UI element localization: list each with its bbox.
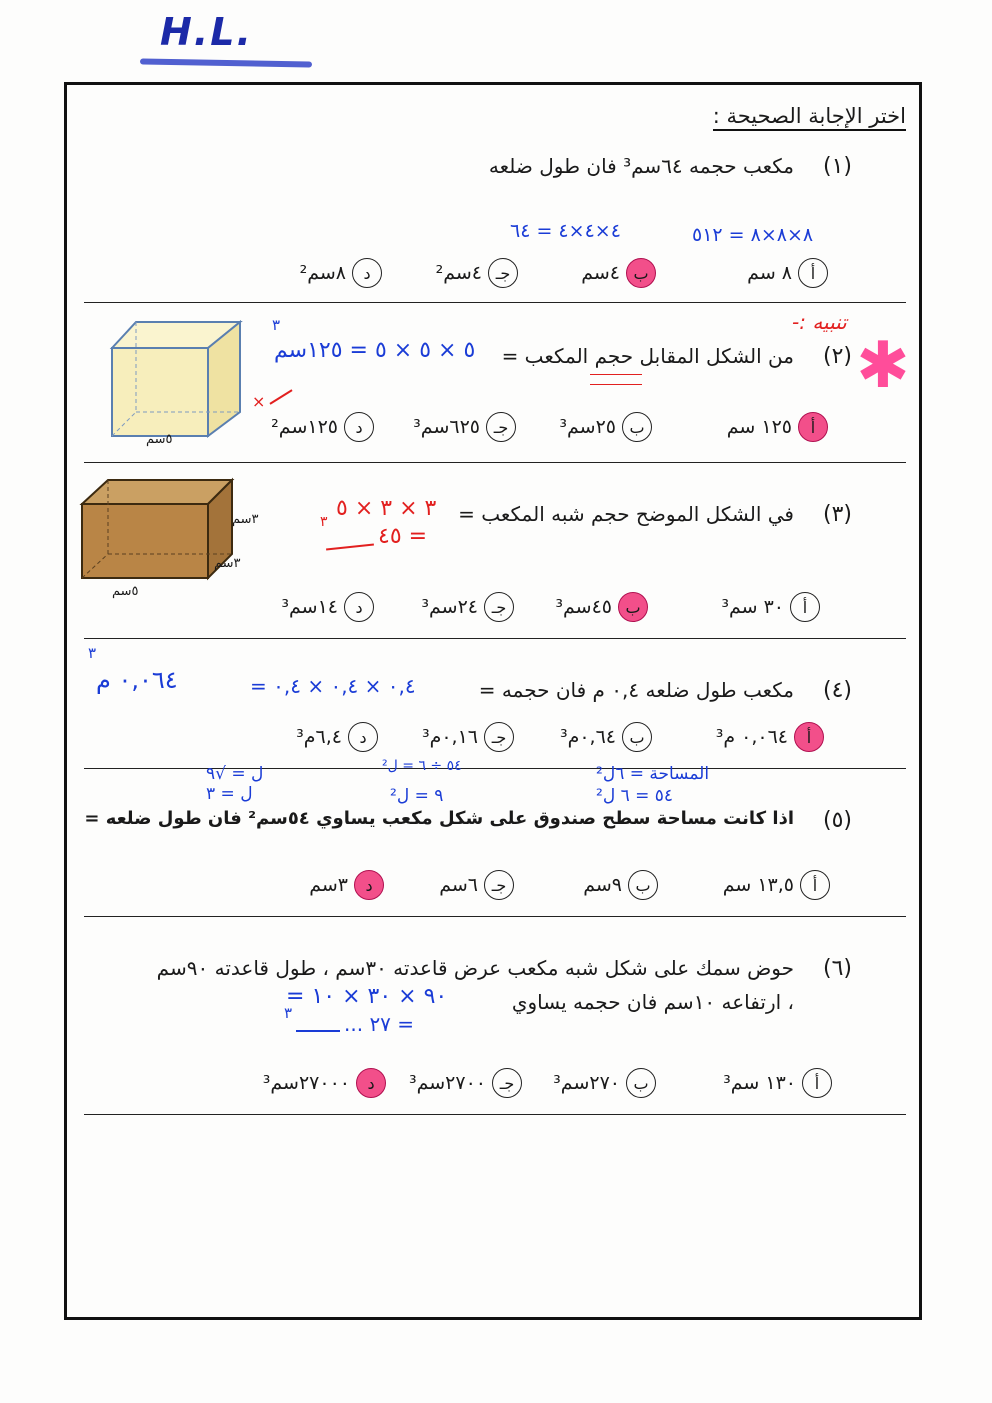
option-letter-circle: جـ [484,722,514,752]
question-number: (٥) [822,808,852,833]
option-letter-circle: أ [794,722,824,752]
handwritten-work: ٥ × ٥ × ٥ = ١٢٥سم [274,338,476,363]
option-a[interactable] [723,1068,832,1098]
initials-underline [140,58,312,67]
option-label: ٢٧٠٠سم³ [408,1072,486,1094]
option-label: ٤سم² [435,262,482,284]
handwritten-work: ٤×٤×٤ = ٦٤ [510,220,621,242]
option-b[interactable] [553,1068,656,1098]
option-a[interactable] [747,258,828,288]
question-number: (٢) [822,344,852,369]
option-label: ٢٥سم³ [559,416,616,438]
option-letter-circle: د [356,1068,386,1098]
handwritten-work: = ٤٥ [378,524,428,549]
option-label: ١٢٥سم² [271,416,338,438]
option-letter-circle: جـ [492,1068,522,1098]
figure-label: ٣سم [232,512,259,527]
option-d[interactable] [300,258,382,288]
option-letter-circle: جـ [488,258,518,288]
cube-figure [104,316,248,444]
question-text: حوض سمك على شكل شبه مكعب عرض قاعدته ٣٠سم ، طول قاعدته ٩٠سم [156,956,794,980]
handwritten-work: ٨×٨×٨ = ٥١٢ [692,224,814,246]
handwritten-work: ٥٤ = ٦ ل² [596,786,674,806]
option-d[interactable] [281,592,374,622]
option-c[interactable] [422,722,514,752]
handwritten-work: المساحة = ٦ل² [596,764,710,784]
option-letter-circle: أ [798,258,828,288]
option-d[interactable] [263,1068,386,1098]
question-number: (١) [822,154,852,179]
option-label: ١٣٠ سم³ [723,1072,796,1094]
option-a[interactable] [727,412,828,442]
option-label: ٣٠ سم³ [721,596,784,618]
option-label: ٦سم [439,874,478,896]
option-c[interactable] [436,258,518,288]
option-label: ٢٧٠٠٠سم³ [262,1072,350,1094]
option-a[interactable] [723,870,830,900]
option-c[interactable] [439,870,514,900]
question-divider [84,302,906,303]
handwritten-work: ٥٤ ÷ ٦ = ل² [382,758,462,774]
option-label: ٠,١٦م³ [421,726,478,748]
option-letter-circle: ب [618,592,648,622]
star-icon: ✱ [856,329,910,403]
handwritten-power: ٣ [320,514,328,530]
question-number: (٣) [822,502,852,527]
option-d[interactable] [309,870,384,900]
initials-handwritten: H.L. [160,10,253,54]
option-label: ٣سم [309,874,348,896]
handwritten-work: ٩٠ × ٣٠ × ١٠ = [286,984,448,1009]
option-letter-circle: د [354,870,384,900]
handwritten-work: ٠,٠٦٤ م [96,666,178,694]
figure-label: ٥سم [146,432,173,447]
option-letter-circle: د [344,412,374,442]
option-d[interactable] [271,412,374,442]
handwritten-work: = ٢٧ ... [344,1012,415,1036]
question-text-continued: ، ارتفاعه ١٠سم فان حجمه يساوي [511,990,794,1014]
question-number: (٤) [822,678,852,703]
option-label: ٠,٦٤م³ [559,726,616,748]
blue-arrow-mark [296,1030,340,1032]
handwritten-work: ٩ = ل² [390,786,444,806]
question-text: في الشكل الموضح حجم شبه المكعب = [458,502,794,526]
option-label: ١٣,٥ سم [722,874,794,896]
option-letter-circle: أ [800,870,830,900]
option-letter-circle: ب [622,722,652,752]
option-b[interactable] [581,258,656,288]
handwritten-note: تنبيه :- [792,310,847,334]
option-b[interactable] [559,412,652,442]
option-letter-circle: جـ [484,592,514,622]
handwritten-mark: × [252,392,266,411]
worksheet-heading: اختر الإجابة الصحيحة : [713,104,906,128]
option-letter-circle: أ [790,592,820,622]
option-letter-circle: د [352,258,382,288]
option-b[interactable] [560,722,652,752]
handwritten-power: ٣ [88,644,97,662]
question-divider [84,462,906,463]
option-c[interactable] [409,1068,522,1098]
option-b[interactable] [583,870,658,900]
option-letter-circle: جـ [486,412,516,442]
option-label: ٠,٠٦٤ م³ [715,726,788,748]
handwritten-work: ل = √٩ [206,764,264,784]
handwritten-work: ل = ٣ [206,784,253,804]
handwritten-work: ٣ × ٣ × ٥ [336,496,437,521]
question-divider [84,1114,906,1115]
handwritten-work: ٠,٤ × ٠,٤ × ٠,٤ = [250,674,416,698]
question-divider [84,916,906,917]
option-label: ٩سم [583,874,622,896]
option-label: ٤٥سم³ [555,596,612,618]
question-divider [84,638,906,639]
red-underline-mark [590,374,642,385]
option-b[interactable] [555,592,648,622]
option-letter-circle: ب [626,258,656,288]
option-letter-circle: أ [798,412,828,442]
question-text: مكعب حجمه ٦٤سم³ فان طول ضلعه [488,154,794,178]
option-letter-circle: ب [626,1068,656,1098]
option-label: ٨سم² [299,262,346,284]
option-c[interactable] [413,412,516,442]
question-text: من الشكل المقابل حجم المكعب = [501,344,794,368]
option-label: ٢٧٠سم³ [553,1072,620,1094]
option-label: ٤سم [581,262,620,284]
handwritten-power: ٣ [284,1004,293,1022]
question-text: اذا كانت مساحة سطح صندوق على شكل مكعب يساوي ٥٤سم² فان طول ضلعه = [84,808,794,829]
question-text: مكعب طول ضلعه ٠,٤ م فان حجمه = [478,678,794,702]
option-letter-circle: د [344,592,374,622]
handwritten-power: ٣ [272,316,281,334]
option-a[interactable] [716,722,824,752]
figure-label: ٣سم [214,556,241,571]
option-letter-circle: د [348,722,378,752]
option-letter-circle: جـ [484,870,514,900]
option-c[interactable] [421,592,514,622]
option-d[interactable] [296,722,378,752]
option-label: ٢٤سم³ [421,596,478,618]
option-letter-circle: أ [802,1068,832,1098]
option-letter-circle: ب [622,412,652,442]
option-letter-circle: ب [628,870,658,900]
option-a[interactable] [721,592,820,622]
option-label: ٦٢٥سم³ [413,416,480,438]
option-label: ٨ سم [747,262,792,284]
option-label: ١٤سم³ [281,596,338,618]
figure-label: ٥سم [112,584,139,599]
option-label: ١٢٥ سم [726,416,792,438]
option-label: ٦,٤م³ [296,726,342,748]
question-number: (٦) [822,956,852,981]
